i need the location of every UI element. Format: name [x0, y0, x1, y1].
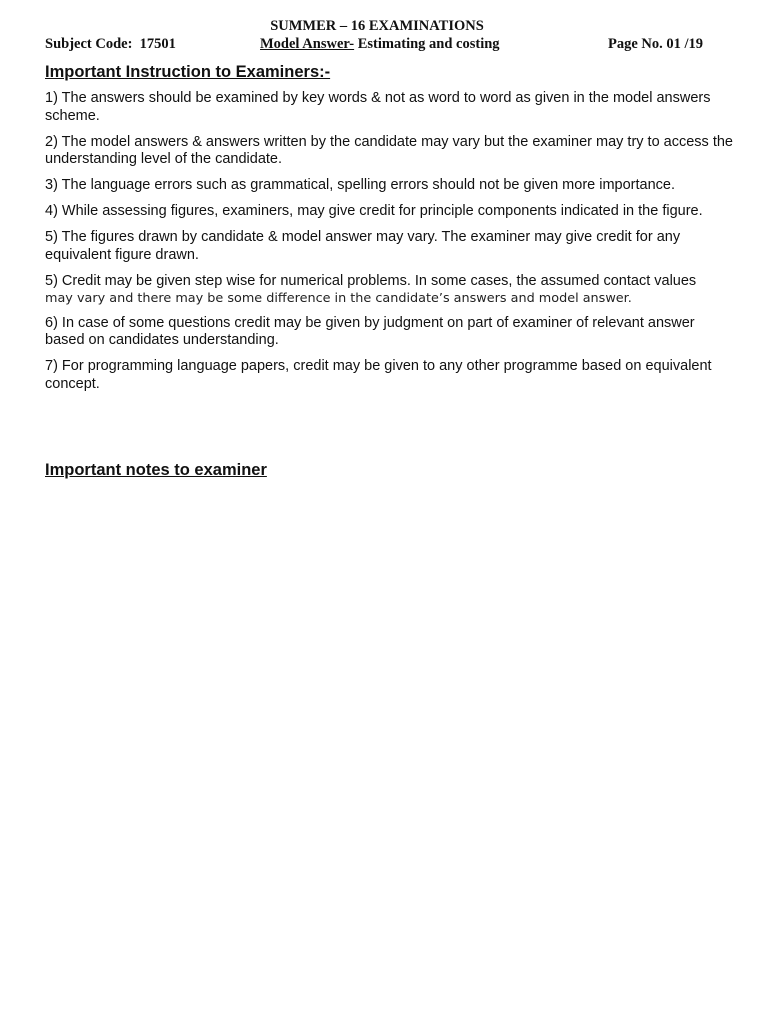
instructions-heading: Important Instruction to Examiners:-	[45, 63, 331, 81]
notes-heading: Important notes to examiner	[45, 461, 267, 479]
instruction-item	[45, 273, 735, 308]
instruction-item: 3) The language errors such as grammatical, spelling errors should not be given more importance.	[45, 177, 675, 193]
exam-title: SUMMER – 16 EXAMINATIONS	[270, 18, 484, 34]
instruction-item: 5) The figures drawn by candidate & model answer may vary. The examiner may give credit for any equivalent figure drawn.	[45, 229, 681, 263]
page-number: Page No. 01 /19	[608, 36, 704, 52]
subject-name: Estimating and costing	[354, 36, 500, 52]
instruction-item: 7) For programming language papers, credit may be given to any other programme based on equivalent concept.	[45, 358, 712, 392]
instruction-item: 2) The model answers & answers written by the candidate may vary but the examiner may try to access the understanding level of the candidate.	[45, 133, 733, 167]
model-answer-label: Model Answer-	[260, 36, 355, 52]
instruction-item: 4) While assessing figures, examiners, may give credit for principle components indicated in the figure.	[45, 203, 703, 219]
instruction-list	[45, 90, 735, 402]
page-header-row	[45, 35, 725, 53]
instruction-item: 6) In case of some questions credit may be given by judgment on part of examiner of relevant answer based on candidates understanding.	[45, 314, 695, 348]
instruction-item-line2: may vary and there may be some difference in the candidate’s answers and model answer.	[45, 291, 632, 306]
instruction-item-line1: 5) Credit may be given step wise for numerical problems. In some cases, the assumed contact values	[45, 272, 697, 289]
model-answer-title	[260, 35, 500, 53]
subject-code: Subject Code: 17501	[45, 36, 176, 52]
instruction-item: 1) The answers should be examined by key words & not as word to word as given in the model answers scheme.	[45, 90, 711, 124]
